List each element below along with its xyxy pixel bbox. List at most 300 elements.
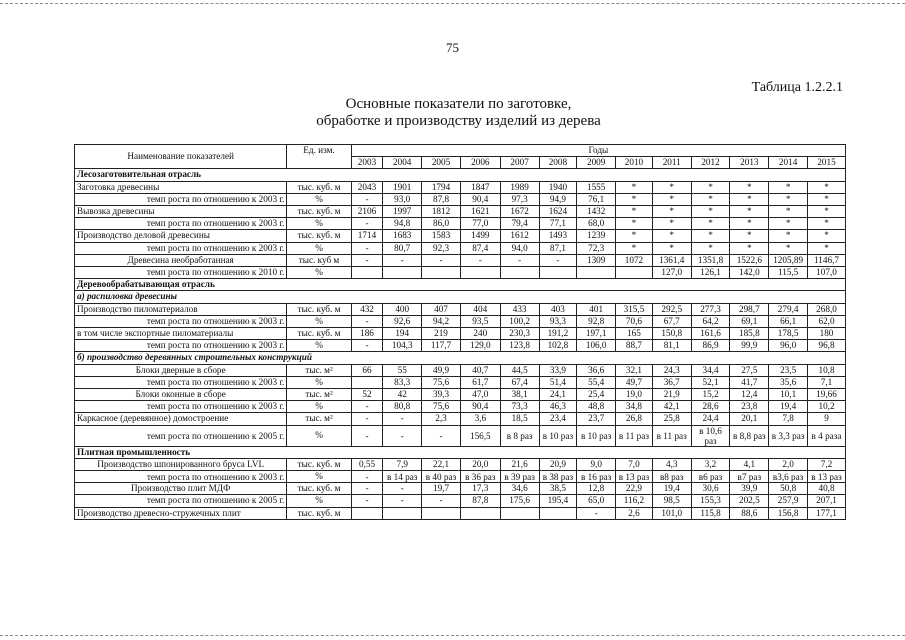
value-cell: 17,3 bbox=[460, 483, 500, 495]
value-cell: 155,3 bbox=[691, 495, 730, 507]
value-cell: - bbox=[351, 254, 383, 266]
value-cell: 219 bbox=[422, 328, 461, 340]
table-row bbox=[75, 254, 846, 266]
value-cell: 1714 bbox=[351, 230, 383, 242]
value-cell: - bbox=[500, 254, 539, 266]
value-cell: 1493 bbox=[539, 230, 577, 242]
value-cell: в 10,6 раз bbox=[691, 425, 730, 446]
value-cell: 10,1 bbox=[769, 389, 808, 401]
value-cell bbox=[460, 267, 500, 279]
value-cell: 49,9 bbox=[422, 364, 461, 376]
value-cell: 51,4 bbox=[539, 376, 577, 388]
value-cell: 207,1 bbox=[808, 495, 846, 507]
value-cell: 38,5 bbox=[539, 483, 577, 495]
value-cell: * bbox=[691, 242, 730, 254]
value-cell: - bbox=[383, 413, 422, 425]
value-cell: 39,9 bbox=[730, 483, 769, 495]
value-cell: 19,4 bbox=[652, 483, 691, 495]
value-cell: 116,2 bbox=[616, 495, 653, 507]
value-cell: 400 bbox=[383, 303, 422, 315]
value-cell: 66,1 bbox=[769, 315, 808, 327]
value-cell: 86,9 bbox=[691, 340, 730, 352]
value-cell: 156,5 bbox=[460, 425, 500, 446]
value-cell: 7,2 bbox=[808, 458, 846, 470]
value-cell: 77,0 bbox=[460, 218, 500, 230]
unit-cell: % bbox=[287, 267, 351, 279]
value-cell: * bbox=[691, 230, 730, 242]
table-body bbox=[75, 169, 846, 519]
value-cell: 1555 bbox=[577, 181, 616, 193]
value-cell: в 36 раз bbox=[460, 471, 500, 483]
value-cell: 18,5 bbox=[500, 413, 539, 425]
title-line-2: обработке и производству изделий из дерева bbox=[316, 113, 601, 129]
value-cell: 12,4 bbox=[730, 389, 769, 401]
value-cell: 127,0 bbox=[652, 267, 691, 279]
value-cell: 20,0 bbox=[460, 458, 500, 470]
value-cell: 1624 bbox=[539, 206, 577, 218]
value-cell: 175,6 bbox=[500, 495, 539, 507]
value-cell: 94,8 bbox=[383, 218, 422, 230]
value-cell: 40,7 bbox=[460, 364, 500, 376]
value-cell: - bbox=[351, 242, 383, 254]
value-cell: в 10 раз bbox=[539, 425, 577, 446]
value-cell: * bbox=[691, 206, 730, 218]
value-cell: 20,1 bbox=[730, 413, 769, 425]
value-cell: * bbox=[808, 242, 846, 254]
value-cell: 62,0 bbox=[808, 315, 846, 327]
value-cell: 7,9 bbox=[383, 458, 422, 470]
value-cell: 35,6 bbox=[769, 376, 808, 388]
value-cell: 96,0 bbox=[769, 340, 808, 352]
value-cell: 42 bbox=[383, 389, 422, 401]
table-row bbox=[75, 218, 846, 230]
value-cell: * bbox=[769, 181, 808, 193]
value-cell: 4,1 bbox=[730, 458, 769, 470]
section-row bbox=[75, 446, 846, 458]
value-cell: 34,8 bbox=[616, 401, 653, 413]
value-cell: 4,3 bbox=[652, 458, 691, 470]
value-cell: 96,8 bbox=[808, 340, 846, 352]
value-cell: * bbox=[730, 206, 769, 218]
header-year-2013: 2013 bbox=[730, 157, 769, 169]
value-cell: 2,3 bbox=[422, 413, 461, 425]
value-cell: 61,7 bbox=[460, 376, 500, 388]
value-cell: в7 раз bbox=[730, 471, 769, 483]
table-row bbox=[75, 389, 846, 401]
value-cell: 7,1 bbox=[808, 376, 846, 388]
value-cell: 21,6 bbox=[500, 458, 539, 470]
value-cell: * bbox=[730, 193, 769, 205]
table-row bbox=[75, 507, 846, 519]
unit-cell: тыс. куб. м bbox=[287, 458, 351, 470]
value-cell: 81,1 bbox=[652, 340, 691, 352]
indicator-name: темп роста по отношению к 2010 г. bbox=[75, 267, 287, 279]
table-row bbox=[75, 315, 846, 327]
value-cell: 117,7 bbox=[422, 340, 461, 352]
value-cell: 2,6 bbox=[616, 507, 653, 519]
value-cell: 2043 bbox=[351, 181, 383, 193]
value-cell: 55,4 bbox=[577, 376, 616, 388]
value-cell: в 10 раз bbox=[577, 425, 616, 446]
unit-cell: % bbox=[287, 218, 351, 230]
unit-cell: % bbox=[287, 193, 351, 205]
value-cell bbox=[577, 267, 616, 279]
value-cell: 1997 bbox=[383, 206, 422, 218]
indicator-name: темп роста по отношению к 2005 г. bbox=[75, 425, 287, 446]
value-cell: 129,0 bbox=[460, 340, 500, 352]
value-cell: * bbox=[616, 206, 653, 218]
value-cell: * bbox=[769, 206, 808, 218]
value-cell: 87,1 bbox=[539, 242, 577, 254]
value-cell: 195,4 bbox=[539, 495, 577, 507]
value-cell: * bbox=[808, 181, 846, 193]
value-cell bbox=[422, 267, 461, 279]
indicator-name: темп роста по отношению к 2003 г. bbox=[75, 315, 287, 327]
indicator-name: Блоки дверные в сборе bbox=[75, 364, 287, 376]
unit-cell: тыс. куб. м bbox=[287, 206, 351, 218]
indicator-name: Производство плит МДФ bbox=[75, 483, 287, 495]
value-cell: 90,4 bbox=[460, 193, 500, 205]
value-cell: 1794 bbox=[422, 181, 461, 193]
value-cell: 403 bbox=[539, 303, 577, 315]
value-cell: 1621 bbox=[460, 206, 500, 218]
indicator-name: темп роста по отношению к 2003 г. bbox=[75, 376, 287, 388]
value-cell: 99,9 bbox=[730, 340, 769, 352]
value-cell: - bbox=[351, 413, 383, 425]
value-cell: 32,1 bbox=[616, 364, 653, 376]
value-cell: 36,7 bbox=[652, 376, 691, 388]
table-row bbox=[75, 483, 846, 495]
subsection-heading: а) распиловка древесины bbox=[75, 291, 846, 303]
value-cell: 115,8 bbox=[691, 507, 730, 519]
value-cell: 88,7 bbox=[616, 340, 653, 352]
value-cell: 142,0 bbox=[730, 267, 769, 279]
table-row bbox=[75, 340, 846, 352]
value-cell: 1361,4 bbox=[652, 254, 691, 266]
value-cell: 73,3 bbox=[500, 401, 539, 413]
table-row bbox=[75, 230, 846, 242]
value-cell: в 8,8 раз bbox=[730, 425, 769, 446]
value-cell: 404 bbox=[460, 303, 500, 315]
value-cell: 1309 bbox=[577, 254, 616, 266]
value-cell: 93,5 bbox=[460, 315, 500, 327]
unit-cell: тыс. м² bbox=[287, 413, 351, 425]
value-cell: в6 раз bbox=[691, 471, 730, 483]
value-cell: * bbox=[808, 206, 846, 218]
value-cell: 94,2 bbox=[422, 315, 461, 327]
value-cell: 150,8 bbox=[652, 328, 691, 340]
indicator-name: Вывозка древесины bbox=[75, 206, 287, 218]
value-cell: 186 bbox=[351, 328, 383, 340]
value-cell: - bbox=[577, 507, 616, 519]
value-cell: * bbox=[616, 181, 653, 193]
header-year-2010: 2010 bbox=[616, 157, 653, 169]
table-row bbox=[75, 181, 846, 193]
value-cell: 68,0 bbox=[577, 218, 616, 230]
value-cell: 19,0 bbox=[616, 389, 653, 401]
value-cell: в 11 раз bbox=[652, 425, 691, 446]
value-cell: 70,6 bbox=[616, 315, 653, 327]
value-cell: 24,4 bbox=[691, 413, 730, 425]
table-row bbox=[75, 471, 846, 483]
value-cell: 1205,89 bbox=[769, 254, 808, 266]
value-cell: 52 bbox=[351, 389, 383, 401]
header-year-2008: 2008 bbox=[539, 157, 577, 169]
value-cell: 401 bbox=[577, 303, 616, 315]
value-cell: 1072 bbox=[616, 254, 653, 266]
value-cell: 165 bbox=[616, 328, 653, 340]
unit-cell: тыс. куб. м bbox=[287, 303, 351, 315]
indicator-name: темп роста по отношению к 2003 г. bbox=[75, 218, 287, 230]
value-cell: - bbox=[383, 483, 422, 495]
value-cell: * bbox=[616, 230, 653, 242]
value-cell: 98,5 bbox=[652, 495, 691, 507]
value-cell: * bbox=[691, 181, 730, 193]
value-cell: 100,2 bbox=[500, 315, 539, 327]
value-cell: 39,3 bbox=[422, 389, 461, 401]
value-cell: 279,4 bbox=[769, 303, 808, 315]
value-cell: 55 bbox=[383, 364, 422, 376]
value-cell: 277,3 bbox=[691, 303, 730, 315]
section-heading: Плитная промышленность bbox=[75, 446, 846, 458]
indicator-name: темп роста по отношению к 2003 г. bbox=[75, 471, 287, 483]
unit-cell: % bbox=[287, 471, 351, 483]
value-cell: 230,3 bbox=[500, 328, 539, 340]
value-cell bbox=[383, 507, 422, 519]
value-cell: 197,1 bbox=[577, 328, 616, 340]
header-year-2015: 2015 bbox=[808, 157, 846, 169]
value-cell: - bbox=[351, 340, 383, 352]
value-cell: * bbox=[616, 193, 653, 205]
value-cell: 30,6 bbox=[691, 483, 730, 495]
value-cell: * bbox=[652, 218, 691, 230]
table-row bbox=[75, 376, 846, 388]
value-cell: * bbox=[652, 242, 691, 254]
table-header bbox=[75, 145, 846, 169]
value-cell: 104,3 bbox=[383, 340, 422, 352]
unit-cell: тыс. куб. м bbox=[287, 483, 351, 495]
value-cell bbox=[616, 267, 653, 279]
value-cell: 41,7 bbox=[730, 376, 769, 388]
value-cell: 10,8 bbox=[808, 364, 846, 376]
header-year-2004: 2004 bbox=[383, 157, 422, 169]
value-cell: 194 bbox=[383, 328, 422, 340]
value-cell: 28,6 bbox=[691, 401, 730, 413]
table-row bbox=[75, 495, 846, 507]
value-cell: 19,4 bbox=[769, 401, 808, 413]
table-row bbox=[75, 458, 846, 470]
value-cell: 40,8 bbox=[808, 483, 846, 495]
value-cell: * bbox=[730, 181, 769, 193]
table-row bbox=[75, 193, 846, 205]
value-cell: 65,0 bbox=[577, 495, 616, 507]
value-cell: в 16 раз bbox=[577, 471, 616, 483]
value-cell: 191,2 bbox=[539, 328, 577, 340]
value-cell: 1901 bbox=[383, 181, 422, 193]
value-cell: 156,8 bbox=[769, 507, 808, 519]
indicator-name: Производство пиломатериалов bbox=[75, 303, 287, 315]
value-cell: - bbox=[422, 254, 461, 266]
unit-cell: % bbox=[287, 242, 351, 254]
value-cell: - bbox=[351, 483, 383, 495]
indicator-name: темп роста по отношению к 2003 г. bbox=[75, 242, 287, 254]
indicator-name: Каркасное (деревянное) домостроение bbox=[75, 413, 287, 425]
indicator-name: Производство деловой древесины bbox=[75, 230, 287, 242]
table-row bbox=[75, 328, 846, 340]
table-row bbox=[75, 364, 846, 376]
value-cell: 1522,6 bbox=[730, 254, 769, 266]
indicator-name: Заготовка древесины bbox=[75, 181, 287, 193]
value-cell: 77,1 bbox=[539, 218, 577, 230]
value-cell: * bbox=[769, 193, 808, 205]
value-cell: в8 раз bbox=[652, 471, 691, 483]
indicator-name: Древесина необработанная bbox=[75, 254, 287, 266]
header-unit-column: Ед. изм. bbox=[287, 145, 351, 169]
indicator-name: в том числе экспортные пиломатериалы bbox=[75, 328, 287, 340]
value-cell: 178,5 bbox=[769, 328, 808, 340]
value-cell bbox=[539, 267, 577, 279]
value-cell: 67,4 bbox=[500, 376, 539, 388]
value-cell: 1583 bbox=[422, 230, 461, 242]
header-year-2011: 2011 bbox=[652, 157, 691, 169]
value-cell: 94,0 bbox=[500, 242, 539, 254]
table-row bbox=[75, 413, 846, 425]
value-cell: 9,0 bbox=[577, 458, 616, 470]
value-cell: 87,4 bbox=[460, 242, 500, 254]
value-cell: 19,66 bbox=[808, 389, 846, 401]
value-cell: 292,5 bbox=[652, 303, 691, 315]
value-cell: в 3,3 раз bbox=[769, 425, 808, 446]
unit-cell: тыс. куб м bbox=[287, 254, 351, 266]
value-cell: 22,9 bbox=[616, 483, 653, 495]
value-cell: - bbox=[383, 495, 422, 507]
value-cell: 79,4 bbox=[500, 218, 539, 230]
value-cell: 0,55 bbox=[351, 458, 383, 470]
subsection-row bbox=[75, 352, 846, 364]
table-title bbox=[6, 96, 905, 130]
value-cell: 12,8 bbox=[577, 483, 616, 495]
value-cell: 177,1 bbox=[808, 507, 846, 519]
value-cell: 1683 bbox=[383, 230, 422, 242]
value-cell: 161,6 bbox=[691, 328, 730, 340]
value-cell: в 40 раз bbox=[422, 471, 461, 483]
table-label: Таблица 1.2.2.1 bbox=[751, 80, 843, 95]
value-cell: 92,6 bbox=[383, 315, 422, 327]
table-row bbox=[75, 242, 846, 254]
value-cell: 34,6 bbox=[500, 483, 539, 495]
value-cell: 44,5 bbox=[500, 364, 539, 376]
indicator-name: темп роста по отношению к 2003 г. bbox=[75, 340, 287, 352]
value-cell: в 13 раз bbox=[616, 471, 653, 483]
indicator-name: Производство шпонированного бруса LVL bbox=[75, 458, 287, 470]
value-cell: 185,8 bbox=[730, 328, 769, 340]
unit-cell: % bbox=[287, 340, 351, 352]
value-cell: 33,9 bbox=[539, 364, 577, 376]
value-cell: 21,9 bbox=[652, 389, 691, 401]
value-cell: 1146,7 bbox=[808, 254, 846, 266]
value-cell: * bbox=[616, 242, 653, 254]
value-cell: * bbox=[652, 181, 691, 193]
value-cell: 93,0 bbox=[383, 193, 422, 205]
section-heading: Лесозаготовительная отрасль bbox=[75, 169, 846, 181]
header-year-2003: 2003 bbox=[351, 157, 383, 169]
header-year-2009: 2009 bbox=[577, 157, 616, 169]
header-year-2005: 2005 bbox=[422, 157, 461, 169]
value-cell: 3,2 bbox=[691, 458, 730, 470]
header-year-2006: 2006 bbox=[460, 157, 500, 169]
value-cell: - bbox=[351, 193, 383, 205]
value-cell: 23,5 bbox=[769, 364, 808, 376]
value-cell: 87,8 bbox=[422, 193, 461, 205]
value-cell: 7,0 bbox=[616, 458, 653, 470]
value-cell: * bbox=[652, 206, 691, 218]
table-row bbox=[75, 425, 846, 446]
value-cell: в 38 раз bbox=[539, 471, 577, 483]
value-cell: * bbox=[730, 218, 769, 230]
value-cell: 23,7 bbox=[577, 413, 616, 425]
value-cell: * bbox=[691, 193, 730, 205]
value-cell: 93,3 bbox=[539, 315, 577, 327]
value-cell: в 11 раз bbox=[616, 425, 653, 446]
value-cell: 34,4 bbox=[691, 364, 730, 376]
value-cell: 115,5 bbox=[769, 267, 808, 279]
value-cell: в 8 раз bbox=[500, 425, 539, 446]
value-cell: - bbox=[351, 401, 383, 413]
header-year-2014: 2014 bbox=[769, 157, 808, 169]
header-year-2007: 2007 bbox=[500, 157, 539, 169]
value-cell: в 13 раз bbox=[808, 471, 846, 483]
value-cell: 67,7 bbox=[652, 315, 691, 327]
value-cell: 47,0 bbox=[460, 389, 500, 401]
value-cell: 268,0 bbox=[808, 303, 846, 315]
value-cell: 52,1 bbox=[691, 376, 730, 388]
value-cell: * bbox=[616, 218, 653, 230]
value-cell: в 14 раз bbox=[383, 471, 422, 483]
subsection-heading: б) производство деревянных строительных конструкций bbox=[75, 352, 846, 364]
value-cell: 23,8 bbox=[730, 401, 769, 413]
value-cell: 69,1 bbox=[730, 315, 769, 327]
value-cell: 1612 bbox=[500, 230, 539, 242]
value-cell: 66 bbox=[351, 364, 383, 376]
value-cell: 19,7 bbox=[422, 483, 461, 495]
value-cell: 126,1 bbox=[691, 267, 730, 279]
value-cell: * bbox=[652, 230, 691, 242]
value-cell: 1351,8 bbox=[691, 254, 730, 266]
value-cell: - bbox=[351, 495, 383, 507]
value-cell: 407 bbox=[422, 303, 461, 315]
value-cell: 257,9 bbox=[769, 495, 808, 507]
value-cell: 75,6 bbox=[422, 376, 461, 388]
unit-cell: % bbox=[287, 401, 351, 413]
value-cell: * bbox=[730, 242, 769, 254]
section-row bbox=[75, 279, 846, 291]
value-cell: 92,3 bbox=[422, 242, 461, 254]
value-cell: 25,8 bbox=[652, 413, 691, 425]
value-cell bbox=[422, 507, 461, 519]
value-cell bbox=[539, 507, 577, 519]
title-line-1: Основные показатели по заготовке, bbox=[345, 96, 572, 112]
value-cell: * bbox=[769, 218, 808, 230]
indicator-name: Блоки оконные в сборе bbox=[75, 389, 287, 401]
value-cell: 102,8 bbox=[539, 340, 577, 352]
value-cell: 9 bbox=[808, 413, 846, 425]
value-cell bbox=[351, 267, 383, 279]
header-years-label: Годы bbox=[351, 145, 845, 157]
value-cell: 1812 bbox=[422, 206, 461, 218]
value-cell: 240 bbox=[460, 328, 500, 340]
header-year-2012: 2012 bbox=[691, 157, 730, 169]
value-cell: 46,3 bbox=[539, 401, 577, 413]
